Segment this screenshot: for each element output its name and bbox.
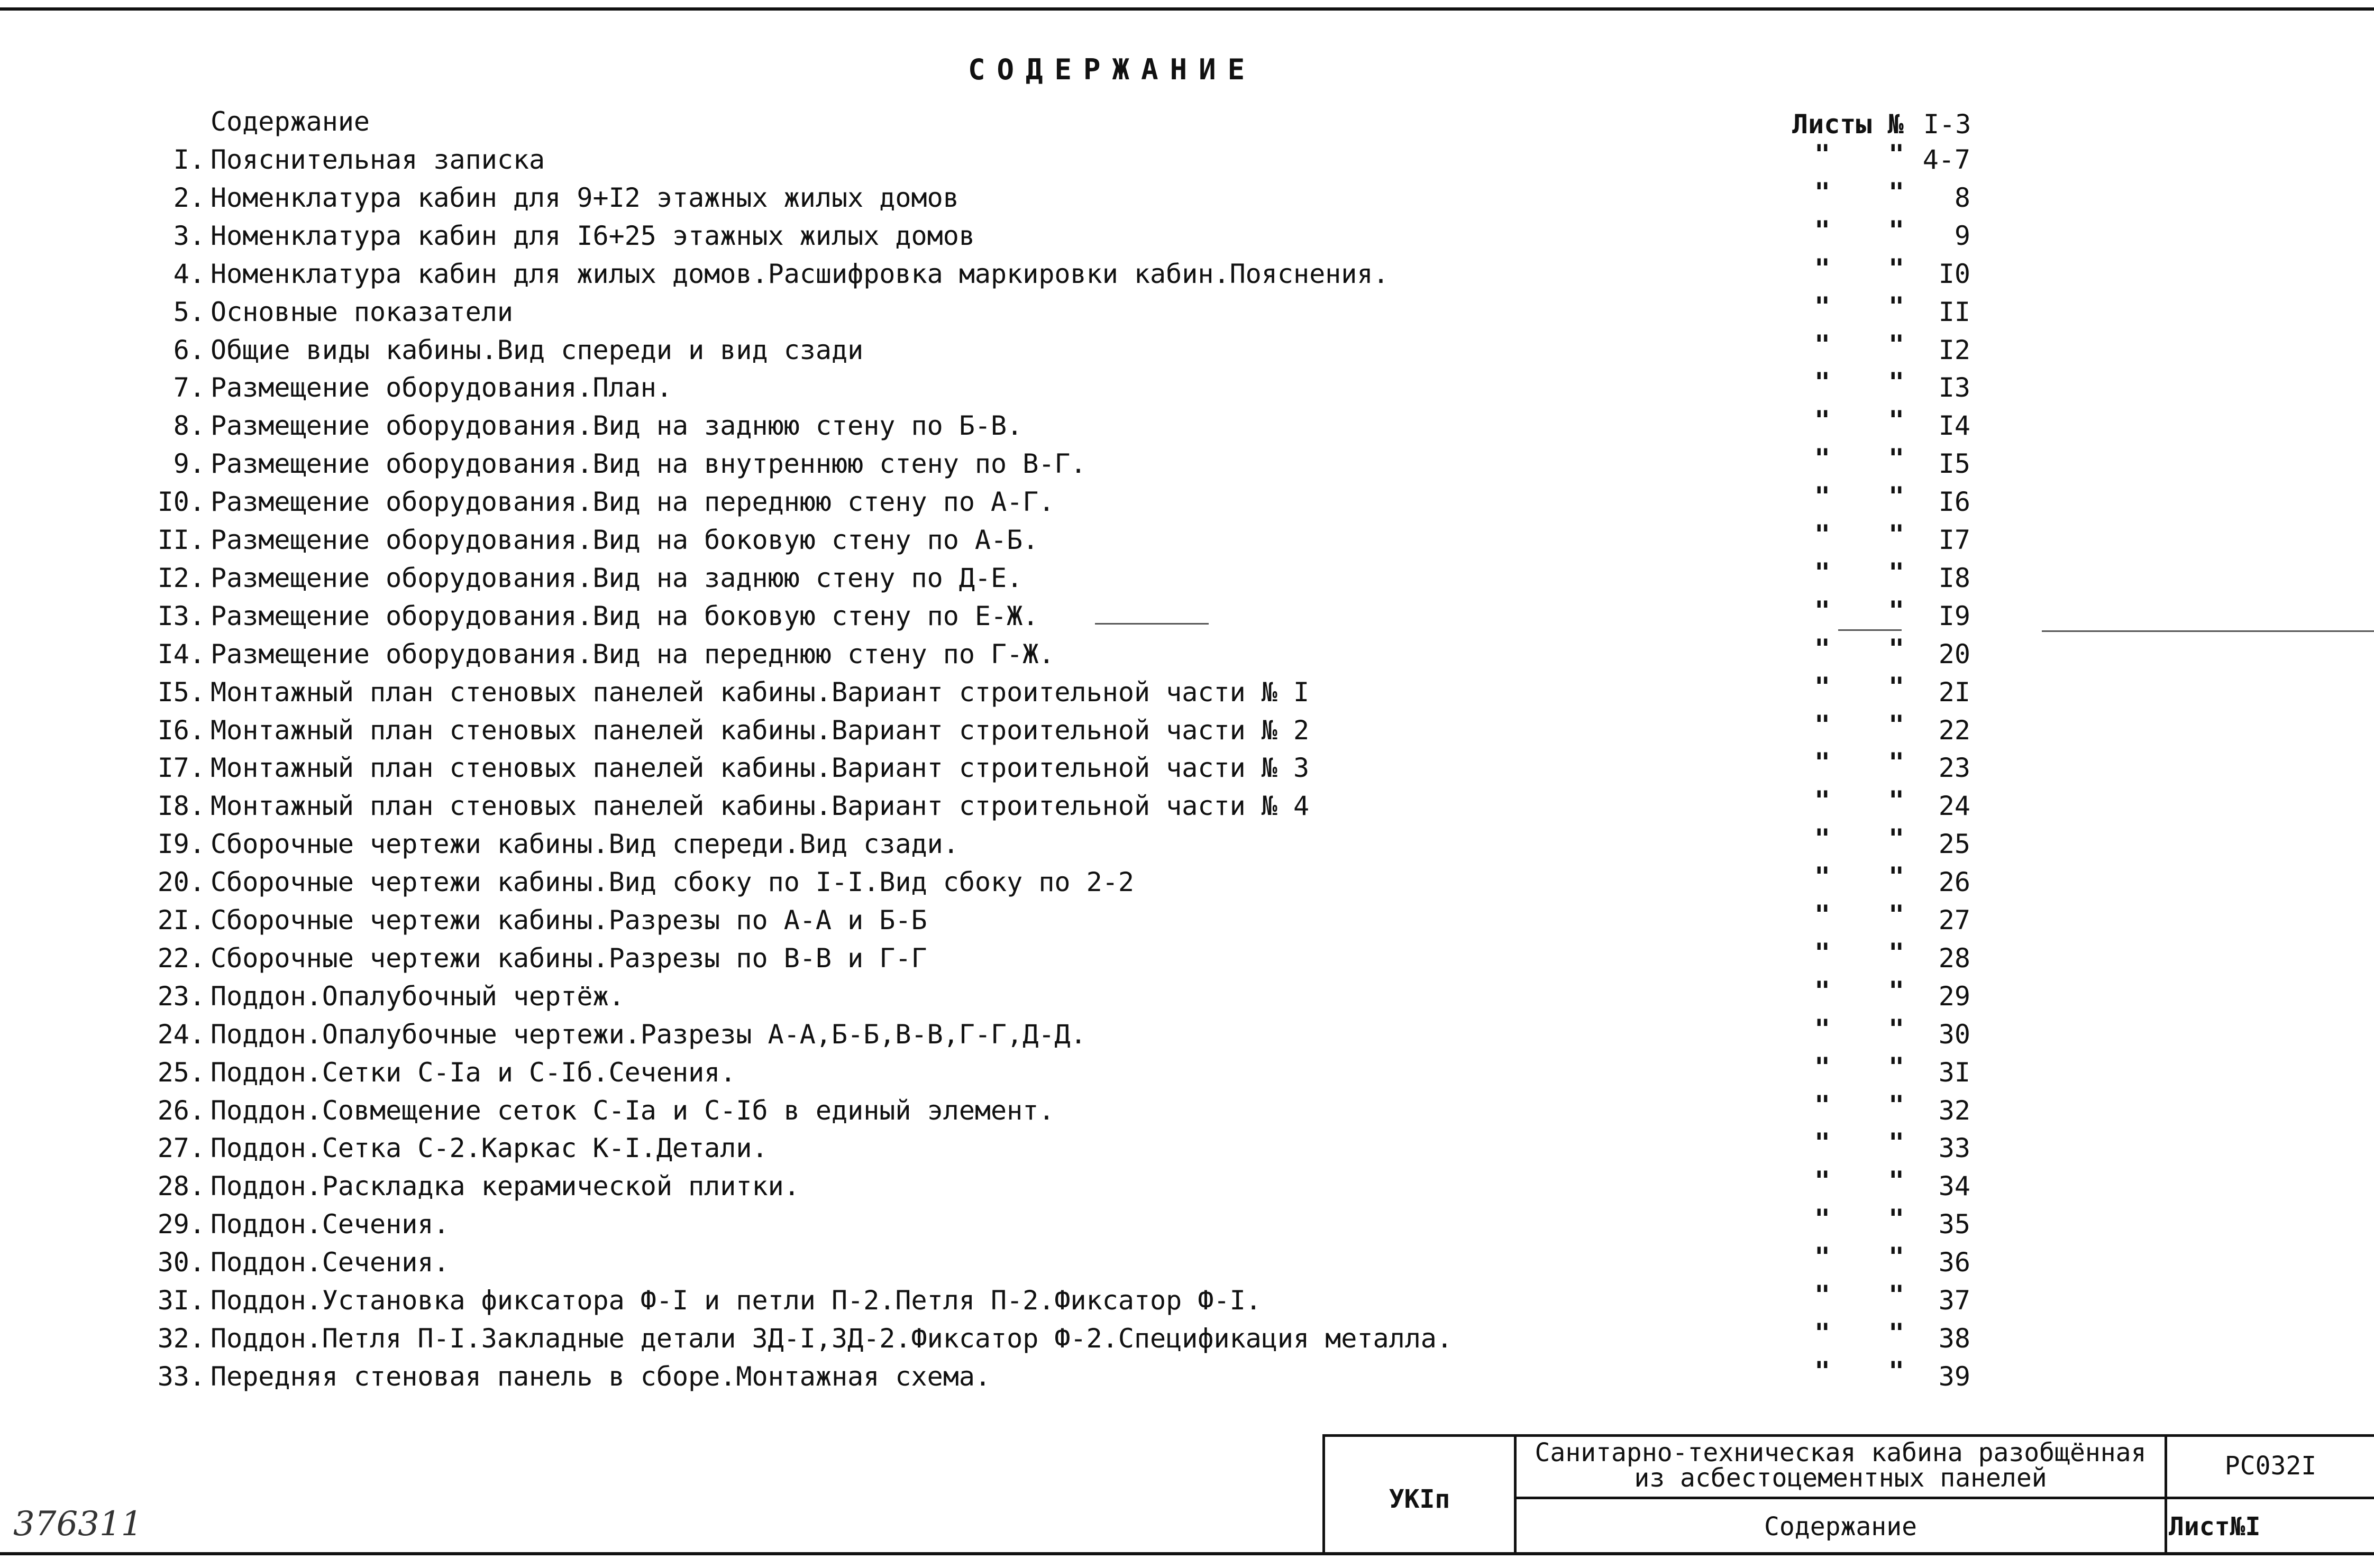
toc-item-page: II [1938,297,1970,327]
ditto-mark: " [1888,481,1905,512]
ditto-mark: " [1888,938,1905,968]
toc-item-title: Основные показатели [211,297,513,327]
ditto-mark: " [1814,634,1831,664]
toc-item-page: 24 [1938,791,1970,821]
toc-item-number: 23. [157,981,205,1012]
ditto-mark: " [1888,139,1905,170]
toc-item-page: 32 [1938,1095,1970,1126]
toc-item-page: I5 [1938,448,1970,479]
toc-item-number: 9. [173,448,205,479]
toc-item-title: Размещение оборудования.Вид на боковую стену по Е-Ж. [211,601,1039,631]
toc-item-page: I3 [1938,372,1970,403]
toc-item-page: 28 [1938,943,1970,974]
ditto-mark: " [1888,1052,1905,1083]
ditto-mark: " [1888,823,1905,854]
toc-item-number: 22. [157,943,205,974]
ditto-mark: " [1814,1356,1831,1387]
bottom-border [0,1552,2374,1555]
ditto-mark: " [1888,177,1905,208]
ditto-mark: " [1888,519,1905,550]
ditto-mark: " [1814,405,1831,436]
ditto-mark: " [1888,1356,1905,1387]
toc-item-number: 26. [157,1095,205,1126]
ditto-mark: " [1814,938,1831,968]
toc-item-number: I. [173,144,205,175]
toc-item-number: 20. [157,867,205,897]
toc-item-title: Поддон.Сетки С-Iа и С-Iб.Сечения. [211,1057,736,1088]
toc-item-page: 23 [1938,753,1970,783]
toc-item-title: Пояснительная записка [211,144,545,175]
toc-item-page: I2 [1938,335,1970,365]
toc-item-title: Поддон.Опалубочный чертёж. [211,981,625,1012]
project-title-line2: из асбестоцементных панелей [1634,1463,2047,1493]
toc-item-page: 22 [1938,715,1970,746]
toc-item-page: 38 [1938,1323,1970,1354]
toc-item-number: I9. [157,829,205,859]
toc-item-number: 5. [173,297,205,327]
ditto-mark: " [1888,1242,1905,1272]
toc-item-number: 30. [157,1247,205,1278]
ditto-mark: " [1888,291,1905,322]
ditto-mark: " [1814,253,1831,284]
toc-item-page: I8 [1938,563,1970,593]
toc-item-number: 2I. [157,905,205,936]
toc-item-title: Поддон.Совмещение сеток С-Iа и С-Iб в единый элемент. [211,1095,1055,1126]
toc-item-number: 27. [157,1133,205,1163]
toc-item-title: Монтажный план стеновых панелей кабины.Вариант строительной части № I [211,677,1310,708]
ditto-mark: " [1814,557,1831,588]
toc-item-page: I6 [1938,487,1970,517]
ditto-mark: " [1814,823,1831,854]
toc-item-title: Поддон.Раскладка керамической плитки. [211,1171,800,1202]
ditto-mark: " [1814,710,1831,740]
toc-item-title: Поддон.Установка фиксатора Ф-I и петли П-2.Петля П-2.Фиксатор Ф-I. [211,1285,1262,1316]
title-block-divider [2165,1434,2167,1552]
ditto-mark: " [1888,253,1905,284]
toc-item-page: 2I [1938,677,1970,708]
toc-item-number: 8. [173,410,205,441]
toc-item-title: Номенклатура кабин для 9+I2 этажных жилых домов [211,182,959,213]
ditto-mark: " [1814,1318,1831,1349]
toc-item-number: 24. [157,1019,205,1050]
ditto-mark: " [1888,215,1905,246]
toc-item-page: I0 [1938,259,1970,289]
toc-item-title: Поддон.Опалубочные чертежи.Разрезы А-А,Б-Б,В-В,Г-Г,Д-Д. [211,1019,1086,1050]
toc-item-number: 25. [157,1057,205,1088]
toc-item-number: I4. [157,639,205,670]
ditto-mark: " [1888,976,1905,1006]
toc-item-page: 29 [1938,981,1970,1012]
ditto-mark: " [1814,215,1831,246]
toc-item-title: Монтажный план стеновых панелей кабины.Вариант строительной части № 4 [211,791,1310,821]
toc-item-number: I5. [157,677,205,708]
toc-item-title: Размещение оборудования.Вид на заднюю стену по Д-Е. [211,563,1023,593]
toc-item-page: I4 [1938,410,1970,441]
toc-item-page: 8 [1954,182,1970,213]
toc-item-number: 3. [173,221,205,251]
ditto-mark: " [1888,443,1905,474]
ditto-mark: " [1888,672,1905,702]
ditto-mark: " [1814,1166,1831,1196]
toc-item-title: Передняя стеновая панель в сборе.Монтажная схема. [211,1361,991,1392]
ditto-mark: " [1888,861,1905,892]
ditto-mark: " [1814,672,1831,702]
toc-item-number: 3I. [157,1285,205,1316]
ditto-mark: " [1888,710,1905,740]
toc-item-number: I6. [157,715,205,746]
strike-mark [2042,630,2374,632]
toc-item-page: 34 [1938,1171,1970,1202]
sheet-number: Лист№I [2169,1512,2261,1542]
ditto-mark: " [1888,1090,1905,1121]
toc-item-number: 7. [173,372,205,403]
ditto-mark: " [1814,976,1831,1006]
toc-item-page: I7 [1938,525,1970,555]
toc-item-title: Размещение оборудования.Вид на переднюю стену по А-Г. [211,487,1055,517]
ditto-mark: " [1888,900,1905,930]
ditto-mark: " [1814,1280,1831,1310]
section-name: Содержание [1764,1512,1917,1542]
toc-item-title: Поддон.Сетка С-2.Каркас К-I.Детали. [211,1133,768,1163]
ditto-mark: " [1814,900,1831,930]
ditto-mark: " [1888,1280,1905,1310]
inventory-number-handwritten: 376311 [13,1505,143,1544]
ditto-mark: " [1814,329,1831,360]
ditto-mark: " [1814,747,1831,778]
toc-item-page: 4-7 [1922,144,1970,175]
ditto-mark: " [1814,1204,1831,1234]
title-block-divider [1514,1497,2374,1499]
toc-item-title: Поддон.Сечения. [211,1247,450,1278]
ditto-mark: " [1888,595,1905,626]
toc-item-title: Общие виды кабины.Вид спереди и вид сзади [211,335,864,365]
toc-item-title: Сборочные чертежи кабины.Вид спереди.Вид сзади. [211,829,959,859]
toc-item-page: 33 [1938,1133,1970,1163]
toc-item-title: Размещение оборудования.Вид на внутреннюю стену по В-Г. [211,448,1086,479]
ditto-mark: " [1888,405,1905,436]
toc-item-number: 33. [157,1361,205,1392]
ditto-mark: " [1888,367,1905,398]
toc-item-title: Размещение оборудования.Вид на заднюю стену по Б-В. [211,410,1023,441]
ditto-mark: " [1814,291,1831,322]
toc-item-title: Размещение оборудования.Вид на боковую стену по А-Б. [211,525,1039,555]
ditto-mark: " [1888,1166,1905,1196]
strike-mark [1838,629,1902,631]
ditto-mark: " [1814,1127,1831,1158]
toc-item-number: 32. [157,1323,205,1354]
ditto-mark: " [1814,785,1831,816]
toc-item-number: 4. [173,259,205,289]
ditto-mark: " [1888,1014,1905,1044]
toc-item-title: Размещение оборудования.Вид на переднюю стену по Г-Ж. [211,639,1055,670]
ditto-mark: " [1888,634,1905,664]
toc-item-page: 26 [1938,867,1970,897]
ditto-mark: " [1888,329,1905,360]
toc-item-page: 36 [1938,1247,1970,1278]
toc-item-title: Монтажный план стеновых панелей кабины.Вариант строительной части № 2 [211,715,1310,746]
toc-item-number: 2. [173,182,205,213]
toc-item-title: Сборочные чертежи кабины.Вид сбоку по I-I.Вид сбоку по 2-2 [211,867,1134,897]
toc-item-title: Сборочные чертежи кабины.Разрезы по В-В и Г-Г [211,943,927,974]
ditto-mark: " [1814,1052,1831,1083]
toc-item-number: 28. [157,1171,205,1202]
toc-item-page: 37 [1938,1285,1970,1316]
toc-item-title: Номенклатура кабин для жилых домов.Расшифровка маркировки кабин.Пояснения. [211,259,1389,289]
ditto-mark: " [1814,1242,1831,1272]
ditto-mark: " [1814,481,1831,512]
toc-item-title: Сборочные чертежи кабины.Разрезы по А-А и Б-Б [211,905,927,936]
toc-item-title: Поддон.Петля П-I.Закладные детали ЗД-I,ЗД-2.Фиксатор Ф-2.Спецификация металла. [211,1323,1453,1354]
toc-item-number: 29. [157,1209,205,1240]
toc-item-page: 9 [1954,221,1970,251]
toc-item-page: 20 [1938,639,1970,670]
project-title-line1: Санитарно-техническая кабина разобщённая [1535,1438,2147,1468]
toc-item-page: 25 [1938,829,1970,859]
ditto-mark: " [1888,1318,1905,1349]
ditto-mark: " [1814,519,1831,550]
toc-item-title: Номенклатура кабин для I6+25 этажных жилых домов [211,221,975,251]
toc-item-number: 6. [173,335,205,365]
toc-item-number: I2. [157,563,205,593]
toc-item-page: 39 [1938,1361,1970,1392]
ditto-mark: " [1814,861,1831,892]
toc-item-title: Монтажный план стеновых панелей кабины.Вариант строительной части № 3 [211,753,1310,783]
content-column-header: Содержание [211,106,370,137]
strike-mark [1095,623,1209,625]
page-title: СОДЕРЖАНИЕ [968,53,1257,86]
toc-item-page: I9 [1938,601,1970,631]
toc-item-page: 27 [1938,905,1970,936]
ditto-mark: " [1814,1090,1831,1121]
document-code: РС032I [2224,1451,2317,1481]
toc-item-number: I3. [157,601,205,631]
top-border [0,7,2374,11]
ditto-mark: " [1888,785,1905,816]
toc-item-number: II. [157,525,205,555]
ditto-mark: " [1888,1127,1905,1158]
toc-item-page: 3I [1938,1057,1970,1088]
ditto-mark: " [1814,367,1831,398]
sheets-column-header: Листы № [1792,109,1904,140]
ditto-mark: " [1888,747,1905,778]
ditto-mark: " [1814,139,1831,170]
toc-item-page: 35 [1938,1209,1970,1240]
ditto-mark: " [1814,595,1831,626]
ditto-mark: " [1888,1204,1905,1234]
toc-item-number: I0. [157,487,205,517]
toc-item-number: I8. [157,791,205,821]
ditto-mark: " [1814,443,1831,474]
ditto-mark: " [1814,1014,1831,1044]
toc-item-title: Размещение оборудования.План. [211,372,672,403]
sheets-range: I-3 [1923,109,1971,140]
ditto-mark: " [1888,557,1905,588]
toc-item-number: I7. [157,753,205,783]
toc-item-page: 30 [1938,1019,1970,1050]
organization: УКIп [1389,1484,1450,1514]
toc-item-title: Поддон.Сечения. [211,1209,450,1240]
ditto-mark: " [1814,177,1831,208]
